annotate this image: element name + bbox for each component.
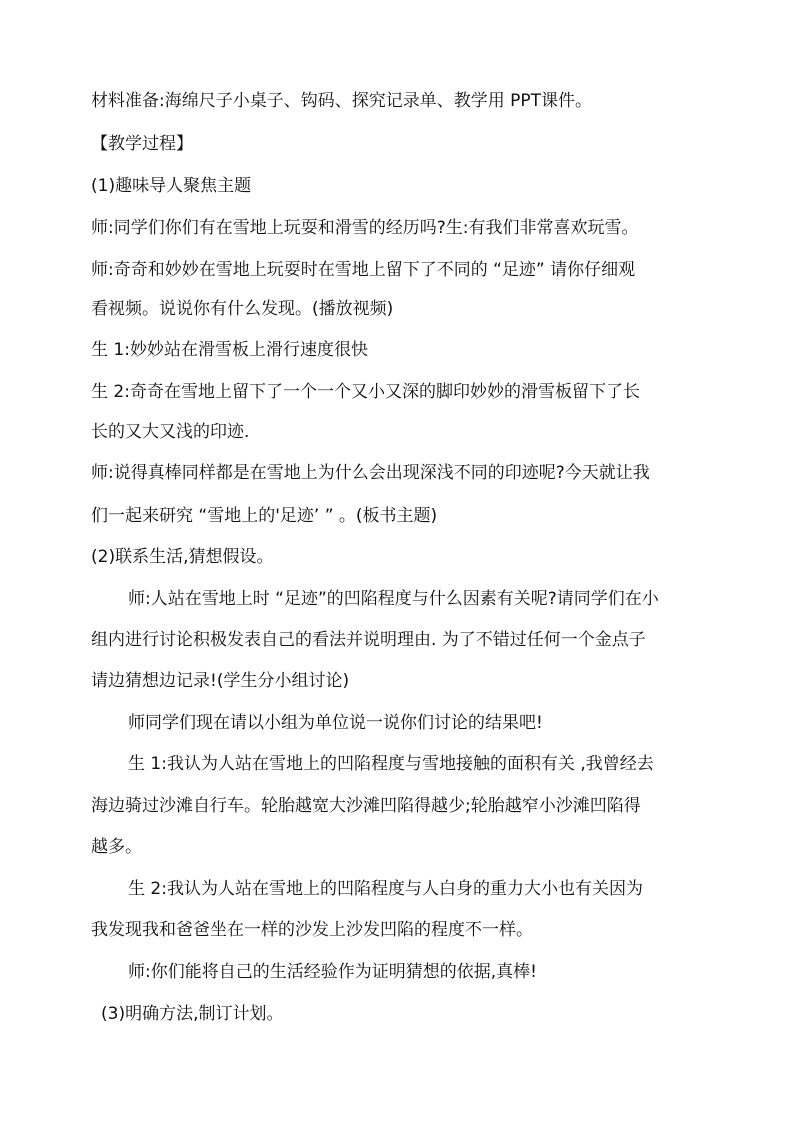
- section-heading-teaching-process: 【教学过程】: [91, 134, 193, 154]
- paragraph-line: 海边骑过沙滩自行车。轮胎越宽大沙滩凹陷得越少;轮胎越窄小沙滩凹陷得: [91, 796, 641, 816]
- paragraph-line: 师:你们能将自己的生活经验作为证明猜想的依据,真棒!: [128, 962, 537, 982]
- paragraph-line: 师:说得真棒同样都是在雪地上为什么会出现深浅不同的印迹呢?今天就让我: [91, 463, 650, 483]
- paragraph-line: 组内进行讨论积极发表自己的看法并说明理由. 为了不错过任何一个金点子: [91, 630, 646, 650]
- paragraph-line: 生 1:妙妙站在滑雪板上滑行速度很快: [91, 340, 368, 360]
- paragraph-line: 长的又大又浅的印迹.: [91, 422, 250, 442]
- paragraph-line: 请边猜想边记录!(学生分小组讨论): [91, 671, 350, 691]
- paragraph-line: 们一起来研究 “雪地上的'足迹’ ” 。(板书主题): [91, 506, 438, 526]
- paragraph-line: 越多。: [91, 837, 142, 857]
- materials-line: 材料准备:海绵尺子小桌子、钩码、探究记录单、教学用 PPT课件。: [91, 91, 593, 111]
- paragraph-line: 生 2:奇奇在雪地上留下了一个一个又小又深的脚印妙妙的滑雪板留下了长: [91, 382, 640, 402]
- step-1-heading: (1)趣味导人聚焦主题: [91, 176, 252, 196]
- paragraph-line: 我发现我和爸爸坐在一样的沙发上沙发凹陷的程度不一样。: [91, 920, 533, 940]
- paragraph-line: 师同学们现在请以小组为单位说一说你们讨论的结果吧!: [128, 713, 543, 733]
- paragraph-line: 生 1:我认为人站在雪地上的凹陷程度与雪地接触的面积有关 ,我曾经去: [128, 754, 654, 774]
- paragraph-line: 师:同学们你们有在雪地上玩耍和滑雪的经历吗?生:有我们非常喜欢玩雪。: [91, 218, 639, 238]
- step-2-heading: (2)联系生活,猜想假设。: [91, 547, 274, 567]
- paragraph-line: 生 2:我认为人站在雪地上的凹陷程度与人白身的重力大小也有关因为: [128, 879, 643, 899]
- step-3-heading: (3)明确方法,制订计划。: [101, 1004, 284, 1024]
- paragraph-line: 师:奇奇和妙妙在雪地上玩耍时在雪地上留下了不同的 “足迹” 请你仔细观: [91, 260, 636, 280]
- paragraph-line: 师:人站在雪地上时 “足迹”的凹陷程度与什么因素有关呢?请同学们在小: [128, 589, 659, 609]
- paragraph-line: 看视频。说说你有什么发现。(播放视频): [91, 299, 394, 319]
